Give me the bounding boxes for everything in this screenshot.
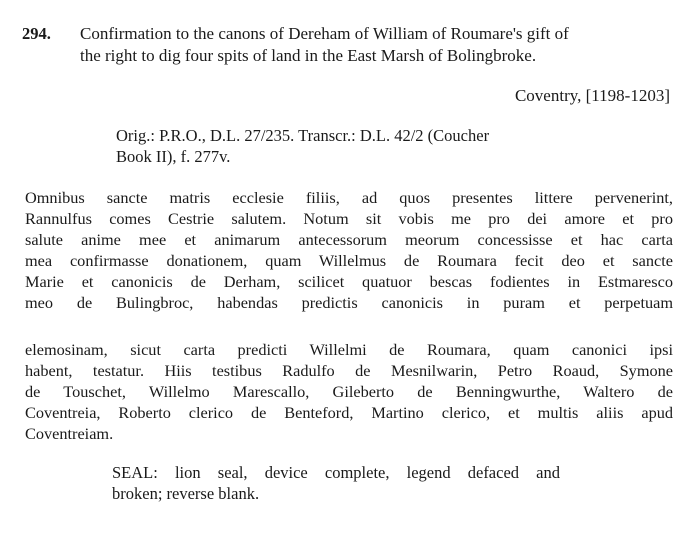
heading-line-1: Confirmation to the canons of Dereham of William of Roumare's gift of — [80, 24, 569, 43]
charter-text-line-5: Marie et canonicis de Derham, scilicet quatuor bescas fodientes in Estmaresco — [25, 272, 673, 291]
charter-text-line-4: mea confirmasse donationem, quam Willelmus de Roumara fecit deo et sancte — [25, 251, 673, 270]
charter-text-line-2: Rannulfus comes Cestrie salutem. Notum sit vobis me pro dei amore et pro — [25, 209, 673, 228]
source-line-1: Orig.: P.R.O., D.L. 27/235. Transcr.: D.L. 42/2 (Coucher — [116, 126, 490, 145]
charter-text-line-3: salute anime mee et animarum antecessorum meorum concessisse et hac carta — [25, 230, 673, 249]
source-line-2: Book II), f. 277v. — [116, 147, 231, 166]
charter-text-line-1: Omnibus sancte matris ecclesie filiis, ad quos presentes littere pervenerint, — [25, 188, 673, 207]
entry-number: 294. — [22, 24, 51, 43]
seal-line-1: SEAL: lion seal, device complete, legend defaced and — [112, 463, 560, 482]
charter-text-line-8: habent, testatur. Hiis testibus Radulfo de Mesnilwarin, Petro Roaud, Symone — [25, 361, 673, 380]
seal-line-2: broken; reverse blank. — [112, 484, 260, 503]
charter-text-line-10: Coventreia, Roberto clerico de Benteford, Martino clerico, et multis aliis apud — [25, 403, 673, 422]
heading-line-2: the right to dig four spits of land in the East Marsh of Bolingbroke. — [80, 46, 537, 65]
charter-text-line-6: meo de Bulingbroc, habendas predictis canonicis in puram et perpetuam — [25, 293, 673, 312]
charter-text-line-7: elemosinam, sicut carta predicti Willelmi de Roumara, quam canonici ipsi — [25, 340, 673, 359]
dateline: Coventry, [1198-1203] — [514, 86, 670, 105]
charter-text-line-9: de Touschet, Willelmo Marescallo, Gileberto de Benningwurthe, Waltero de — [25, 382, 673, 401]
charter-text-line-11: Coventreiam. — [25, 424, 114, 443]
